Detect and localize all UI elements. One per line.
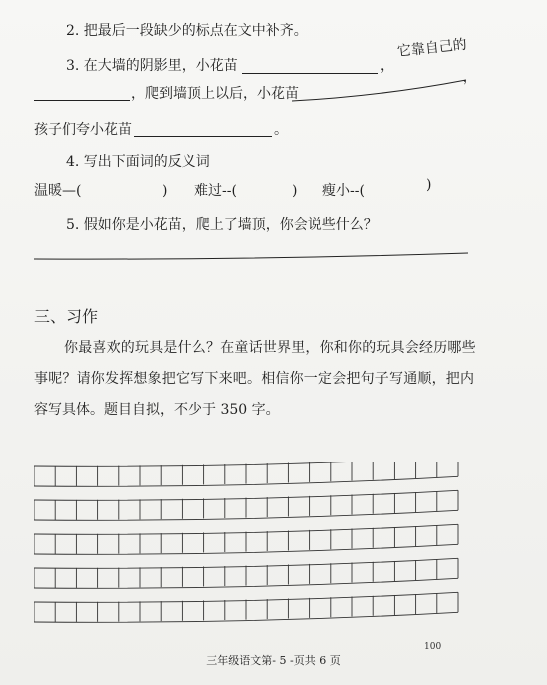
question-3-comma-2: ， [460, 68, 478, 86]
question-5: 5. 假如你是小花苗，爬上了墙顶，你会说些什么？ [66, 217, 378, 233]
antonym-3-label: 瘦小--( [322, 183, 365, 199]
question-4: 4. 写出下面词的反义词 [66, 154, 210, 170]
answer-blank-3c[interactable] [292, 76, 472, 106]
question-3-line2: ，爬到墙顶上以后，小花苗 [131, 86, 299, 102]
section-3-paragraph-line-2: 事呢？请你发挥想象把它写下来吧。相信你一定会把句子写通顺，把内 [34, 371, 475, 387]
answer-blank-3b[interactable] [34, 100, 130, 101]
antonym-1-close: ) [162, 183, 168, 199]
question-3-mid: 它靠自己的 [396, 36, 468, 61]
section-3-title: 三、习作 [34, 307, 99, 326]
section-3-paragraph-line-1: 你最喜欢的玩具是什么？在童话世界里，你和你的玩具会经历哪些 [64, 340, 476, 356]
question-2: 2. 把最后一段缺少的标点在文中补齐。 [66, 23, 308, 39]
question-3-start: 3. 在大墙的阴影里，小花苗 [66, 58, 238, 74]
grid-count-note: 100 [424, 642, 442, 652]
antonym-1-label: 温暖—( [34, 183, 82, 199]
answer-blank-3a[interactable] [242, 73, 378, 74]
answer-blank-3d[interactable] [134, 136, 272, 137]
writing-grid[interactable] [34, 462, 464, 642]
section-3-paragraph-line-3: 容写具体。题目自拟，不少于 350 字。 [34, 402, 280, 418]
antonym-2-label: 难过--( [194, 183, 237, 199]
antonym-2-close: ) [292, 183, 298, 199]
question-3-end: 。 [274, 122, 288, 138]
question-3-comma: ， [380, 58, 394, 74]
page-footer: 三年级语文第- 5 -页共 6 页 [206, 654, 341, 667]
question-3-line3: 孩子们夸小花苗 [34, 122, 132, 138]
answer-line-5[interactable] [34, 250, 474, 264]
antonym-3-close: ) [426, 177, 432, 193]
